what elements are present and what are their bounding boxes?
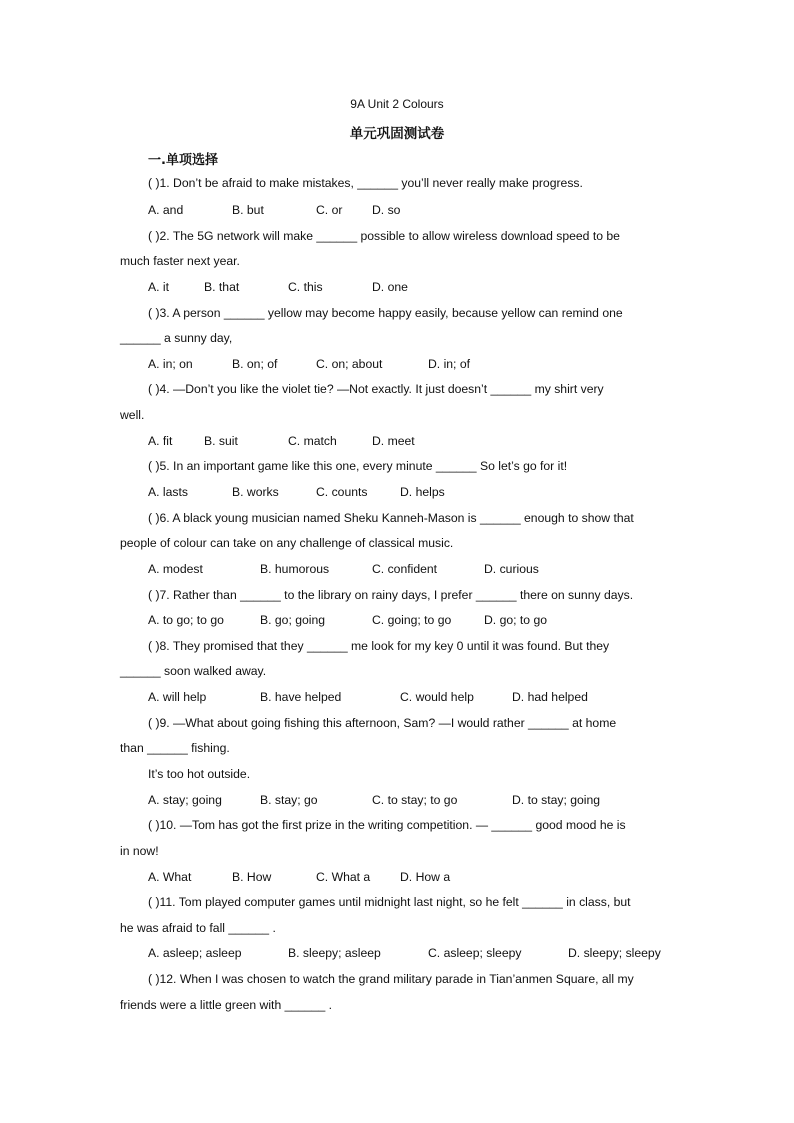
question-7-option-b: B. go; going	[260, 613, 326, 627]
question-9-option-d: D. to stay; going	[512, 793, 601, 807]
question-3-line-2: ______ a sunny day,	[120, 331, 233, 345]
question-5-option-b: B. works	[232, 485, 279, 499]
question-1-option-c: C. or	[316, 203, 343, 217]
question-3-option-c: C. on; about	[316, 357, 383, 371]
question-11-option-b: B. sleepy; asleep	[288, 946, 381, 960]
question-10-line-1: ( )10. —Tom has got the first prize in the writing competition. — ______ good mood he is	[148, 818, 626, 832]
question-7-option-a: A. to go; to go	[148, 613, 224, 627]
question-1-option-b: B. but	[232, 203, 264, 217]
question-6-option-a: A. modest	[148, 562, 203, 576]
question-5-option-d: D. helps	[400, 485, 445, 499]
question-8-line-1: ( )8. They promised that they ______ me look for my key 0 until it was found. But they	[148, 639, 610, 653]
question-11-option-c: C. asleep; sleepy	[428, 946, 522, 960]
question-8-option-d: D. had helped	[512, 690, 588, 704]
question-3-option-d: D. in; of	[428, 357, 470, 371]
question-5-option-c: C. counts	[316, 485, 368, 499]
question-2-option-d: D. one	[372, 280, 408, 294]
question-5-line-1: ( )5. In an important game like this one, every minute ______ So let’s go for it!	[148, 459, 568, 473]
question-4-line-1: ( )4. —Don’t you like the violet tie? —Not exactly. It just doesn’t ______ my shirt very	[148, 382, 604, 396]
question-1-option-d: D. so	[372, 203, 401, 217]
question-7-option-c: C. going; to go	[372, 613, 452, 627]
question-5-option-a: A. lasts	[148, 485, 188, 499]
question-10-option-d: D. How a	[400, 870, 451, 884]
question-10-option-a: A. What	[148, 870, 192, 884]
question-6-option-d: D. curious	[484, 562, 539, 576]
question-2-line-2: much faster next year.	[120, 254, 240, 268]
question-6-option-b: B. humorous	[260, 562, 330, 576]
question-3-option-a: A. in; on	[148, 357, 193, 371]
question-4-option-d: D. meet	[372, 434, 415, 448]
question-2-option-b: B. that	[204, 280, 240, 294]
question-3-line-1: ( )3. A person ______ yellow may become happy easily, because yellow can remind one	[148, 306, 623, 320]
page-subtitle: 单元巩固测试卷	[349, 126, 445, 142]
question-8-option-c: C. would help	[400, 690, 474, 704]
question-2-option-a: A. it	[148, 280, 169, 294]
question-9-line-1: ( )9. —What about going fishing this afternoon, Sam? —I would rather ______ at home	[148, 716, 617, 730]
question-4-line-2: well.	[120, 408, 145, 422]
question-10-option-b: B. How	[232, 870, 272, 884]
question-8-option-a: A. will help	[148, 690, 207, 704]
question-12-line-1: ( )12. When I was chosen to watch the grand military parade in Tian’anmen Square, all my	[148, 972, 634, 986]
page-title: 9A Unit 2 Colours	[350, 97, 444, 111]
question-8-option-b: B. have helped	[260, 690, 342, 704]
question-11-option-a: A. asleep; asleep	[148, 946, 242, 960]
question-10-option-c: C. What a	[316, 870, 371, 884]
question-9-option-c: C. to stay; to go	[372, 793, 458, 807]
question-11-line-1: ( )11. Tom played computer games until midnight last night, so he felt ______ in class, but	[148, 895, 631, 909]
question-6-line-1: ( )6. A black young musician named Sheku Kanneh-Mason is ______ enough to show that	[148, 511, 634, 525]
question-9-line-3: It’s too hot outside.	[148, 767, 251, 781]
question-1-option-a: A. and	[148, 203, 184, 217]
question-9-option-b: B. stay; go	[260, 793, 318, 807]
question-2-line-1: ( )2. The 5G network will make ______ possible to allow wireless download speed to be	[148, 229, 620, 243]
question-10-line-2: in now!	[120, 844, 159, 858]
question-7-option-d: D. go; to go	[484, 613, 548, 627]
question-9-line-2: than ______ fishing.	[120, 741, 230, 755]
question-2-option-c: C. this	[288, 280, 323, 294]
question-1-line-1: ( )1. Don’t be afraid to make mistakes, ______ you’ll never really make progress.	[148, 176, 583, 190]
question-4-option-c: C. match	[288, 434, 337, 448]
question-11-option-d: D. sleepy; sleepy	[568, 946, 661, 960]
question-9-option-a: A. stay; going	[148, 793, 222, 807]
question-8-line-2: ______ soon walked away.	[120, 664, 267, 678]
question-6-option-c: C. confident	[372, 562, 438, 576]
question-7-line-1: ( )7. Rather than ______ to the library on rainy days, I prefer ______ there on sunny days.	[148, 588, 634, 602]
question-4-option-a: A. fit	[148, 434, 173, 448]
question-4-option-b: B. suit	[204, 434, 238, 448]
section-heading: 一.单项选择	[148, 153, 218, 168]
question-11-line-2: he was afraid to fall ______ .	[120, 921, 276, 935]
question-6-line-2: people of colour can take on any challenge of classical music.	[120, 536, 454, 550]
question-3-option-b: B. on; of	[232, 357, 278, 371]
question-12-line-2: friends were a little green with ______ .	[120, 998, 333, 1012]
